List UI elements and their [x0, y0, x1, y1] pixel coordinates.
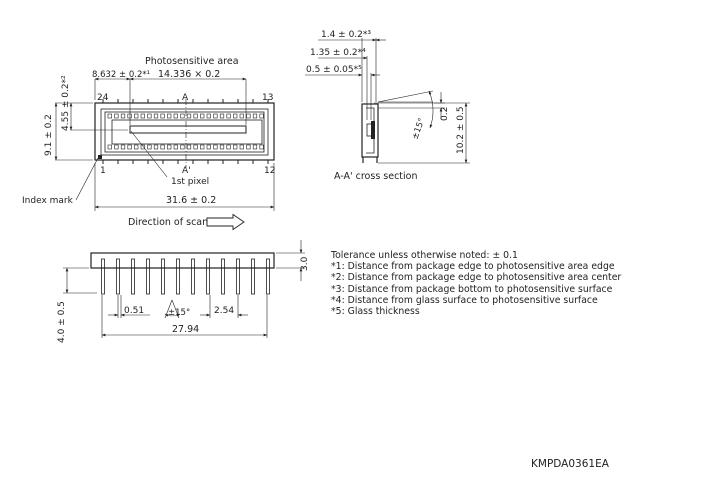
lead-pin — [252, 259, 255, 294]
lead-pin — [192, 259, 195, 294]
pin-1-label: 1 — [100, 166, 106, 176]
dim-total-length: 31.6 ± 0.2 — [166, 195, 217, 206]
bond-pad — [227, 114, 231, 118]
dim-pitch: 2.54 — [214, 306, 235, 316]
bond-pad — [207, 145, 211, 149]
bond-pad — [108, 114, 112, 118]
lead-pin — [102, 259, 105, 294]
bond-pad — [214, 145, 218, 149]
dim-glass-thickness: 0.5 ± 0.05*⁵ — [306, 65, 362, 75]
cross-section-view — [305, 30, 470, 182]
dim-lead-angle: ±15° — [168, 308, 191, 318]
bond-pad — [220, 114, 224, 118]
lead-pin — [147, 259, 150, 294]
side-package-outline — [91, 253, 274, 268]
dim-center-height: 4.55 ± 0.2*² — [61, 75, 71, 131]
bond-pad — [220, 145, 224, 149]
bond-pad — [115, 145, 119, 149]
bond-pad — [207, 114, 211, 118]
note-5: *5: Glass thickness — [331, 306, 420, 318]
cross-section-body — [362, 104, 378, 157]
sensor-chip — [112, 120, 262, 144]
bond-pad — [240, 114, 244, 118]
top-view — [22, 56, 275, 230]
tolerance-note: Tolerance unless otherwise noted: ± 0.1 — [331, 250, 518, 261]
dim-width: 10.2 ± 0.5 — [456, 106, 466, 154]
lead-pin — [222, 259, 225, 294]
bond-pad — [240, 145, 244, 149]
dim-window: 0.2 — [440, 106, 450, 121]
leader-line — [131, 131, 167, 177]
photosensitive-area-label: Photosensitive area — [145, 56, 239, 67]
bond-pad — [134, 145, 138, 149]
dim-lead-width: 0.51 — [124, 306, 145, 316]
bond-pad — [227, 145, 231, 149]
bond-pad — [174, 114, 178, 118]
bond-pad — [174, 145, 178, 149]
dim-body-height: 9.1 ± 0.2 — [44, 114, 54, 156]
dim-glass-to-surface: 1.35 ± 0.2*⁴ — [310, 48, 366, 58]
bond-pad — [154, 145, 158, 149]
lead-pin — [177, 259, 180, 294]
bond-pad — [253, 145, 257, 149]
side-view — [57, 240, 310, 343]
bond-pad — [260, 145, 264, 149]
bond-pad — [200, 114, 204, 118]
lead-stubs-bottom — [103, 160, 268, 164]
bond-pad — [121, 114, 125, 118]
bond-pad — [167, 114, 171, 118]
glass-window-section — [371, 121, 375, 139]
dim-bottom-to-surface: 1.4 ± 0.2*³ — [321, 30, 371, 40]
side-leads — [102, 259, 270, 294]
index-mark-label: Index mark — [22, 196, 73, 206]
tolerance-notes — [331, 250, 621, 317]
package-outline — [95, 103, 274, 160]
bond-pad — [167, 145, 171, 149]
lead-pin — [117, 259, 120, 294]
photosensitive-area — [130, 126, 246, 133]
bond-pad — [128, 145, 132, 149]
bond-pad — [200, 145, 204, 149]
bond-pad — [247, 114, 251, 118]
pin-13-label: 13 — [262, 93, 274, 103]
section-a-label: A — [182, 93, 189, 103]
note-3: *3: Distance from package bottom to photosensitive surface — [331, 283, 613, 295]
bond-pad — [154, 114, 158, 118]
angle-arc — [429, 91, 433, 128]
angle-line — [378, 91, 433, 102]
bond-pad — [148, 114, 152, 118]
bond-pad — [187, 145, 191, 149]
bond-pad — [181, 145, 185, 149]
lead-pin — [207, 259, 210, 294]
note-2: *2: Distance from package edge to photosensitive area center — [331, 272, 622, 284]
note-1: *1: Distance from package edge to photosensitive area edge — [331, 261, 615, 273]
bond-pad — [108, 145, 112, 149]
bond-pad — [247, 145, 251, 149]
bond-pad — [134, 114, 138, 118]
note-4: *4: Distance from glass surface to photosensitive surface — [331, 294, 598, 306]
dim-span: 27.94 — [172, 324, 200, 335]
first-pixel-label: 1st pixel — [171, 177, 210, 187]
pin-24-label: 24 — [97, 93, 109, 103]
lead-pin — [237, 259, 240, 294]
lead-pin — [132, 259, 135, 294]
bond-pad — [233, 114, 237, 118]
cross-section-label: A-A' cross section — [334, 171, 418, 182]
bond-pad — [194, 145, 198, 149]
bond-pad — [194, 114, 198, 118]
bond-pad — [181, 114, 185, 118]
bond-pad — [187, 114, 191, 118]
lead-pin — [267, 259, 270, 294]
dim-edge-offset: 8.632 ± 0.2*¹ — [92, 70, 151, 80]
bond-pad — [128, 114, 132, 118]
bond-pad — [141, 114, 145, 118]
bond-pad — [161, 145, 165, 149]
scan-direction-label: Direction of scan — [128, 217, 209, 228]
bond-pad — [148, 145, 152, 149]
bond-pad — [121, 145, 125, 149]
bond-pad — [260, 114, 264, 118]
bond-pad — [214, 114, 218, 118]
bond-pad — [233, 145, 237, 149]
dim-angle: ±15° — [410, 116, 428, 142]
dim-area-length: 14.336 × 0.2 — [158, 69, 221, 80]
section-a-prime-label: A' — [182, 166, 191, 176]
dim-package-height: 3.0 — [300, 256, 310, 271]
lead-pin — [162, 259, 165, 294]
drawing-code: KMPDA0361EA — [531, 458, 609, 470]
pin-12-label: 12 — [264, 166, 276, 176]
bond-pad — [161, 114, 165, 118]
bond-pad — [115, 114, 119, 118]
index-mark — [98, 155, 102, 159]
bond-pad — [253, 114, 257, 118]
scan-direction-arrow-icon — [207, 215, 244, 230]
dim-lead-length: 4.0 ± 0.5 — [57, 301, 67, 343]
